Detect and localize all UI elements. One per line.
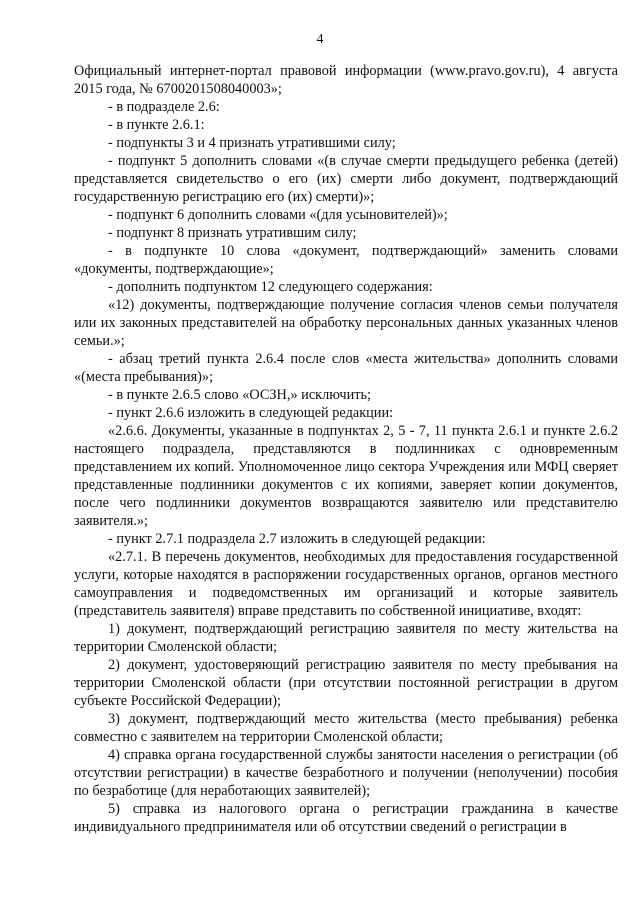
paragraph: Официальный интернет-портал правовой информации (www.pravo.gov.ru), 4 августа 2015 года, № 6700201508040003»;: [74, 63, 618, 97]
paragraph: «12) документы, подтверждающие получение согласия членов семьи получателя или их законных представителей на обработку персональных данных указанных членов семьи.»;: [74, 297, 618, 349]
paragraph: - в пункте 2.6.5 слово «ОСЗН,» исключить;: [108, 387, 371, 403]
paragraph: - дополнить подпунктом 12 следующего содержания:: [108, 279, 433, 295]
paragraph: - в подразделе 2.6:: [108, 99, 220, 115]
paragraph: - пункт 2.6.6 изложить в следующей редакции:: [108, 405, 394, 421]
paragraph: 1) документ, подтверждающий регистрацию заявителя по месту жительства на территории Смоленской области;: [74, 621, 618, 655]
paragraph: 4) справка органа государственной службы занятости населения о регистрации (об отсутствии регистрации) в качестве безработного и получении (неполучении) пособия по безработице (для неработающих заявителей);: [74, 747, 618, 799]
paragraph: - подпункты 3 и 4 признать утратившими силу;: [108, 135, 396, 151]
page-number: 4: [316, 32, 324, 47]
paragraph: «2.6.6. Документы, указанные в подпунктах 2, 5 - 7, 11 пункта 2.6.1 и пункте 2.6.2 настоящего подраздела, представляются в подлинниках с одновременным представлением их копий. Уполномоченное лицо сектора Учреждения или МФЦ сверяет представленные подлинники документов с их копиями, заверяет копии документов, после чего подлинники документов возвращаются заявителю или представителю заявителя.»;: [74, 423, 618, 529]
paragraph: 5) справка из налогового органа о регистрации гражданина в качестве индивидуального предпринимателя или об отсутствии сведений о регистрации в: [74, 801, 618, 835]
paragraph: - в пункте 2.6.1:: [108, 117, 205, 133]
paragraph: - в подпункте 10 слова «документ, подтверждающий» заменить словами «документы, подтверждающие»;: [74, 243, 618, 277]
paragraph: 3) документ, подтверждающий место жительства (место пребывания) ребенка совместно с заявителем на территории Смоленской области;: [74, 711, 618, 745]
paragraph: «2.7.1. В перечень документов, необходимых для предоставления государственной услуги, которые находятся в распоряжении государственных органов, органов местного самоуправления и подведомственных им организаций и которые заявитель (представитель заявителя) вправе представить по собственной инициативе, входят:: [74, 549, 618, 619]
paragraph: 2) документ, удостоверяющий регистрацию заявителя по месту пребывания на территории Смоленской области (при отсутствии постоянной регистрации в другом субъекте Российской Федерации);: [74, 657, 618, 709]
document-body: [74, 62, 618, 836]
paragraph: - пункт 2.7.1 подраздела 2.7 изложить в следующей редакции:: [108, 531, 486, 547]
paragraph: - подпункт 8 признать утратившим силу;: [108, 225, 357, 241]
paragraph: - подпункт 6 дополнить словами «(для усыновителей)»;: [108, 207, 448, 223]
paragraph: - подпункт 5 дополнить словами «(в случае смерти предыдущего ребенка (детей) представляется свидетельство о его (их) смерти либо документ, подтверждающий государственную регистрацию его (их) смерти)»;: [74, 153, 618, 205]
paragraph: - абзац третий пункта 2.6.4 после слов «места жительства» дополнить словами «(места пребывания)»;: [74, 351, 618, 385]
